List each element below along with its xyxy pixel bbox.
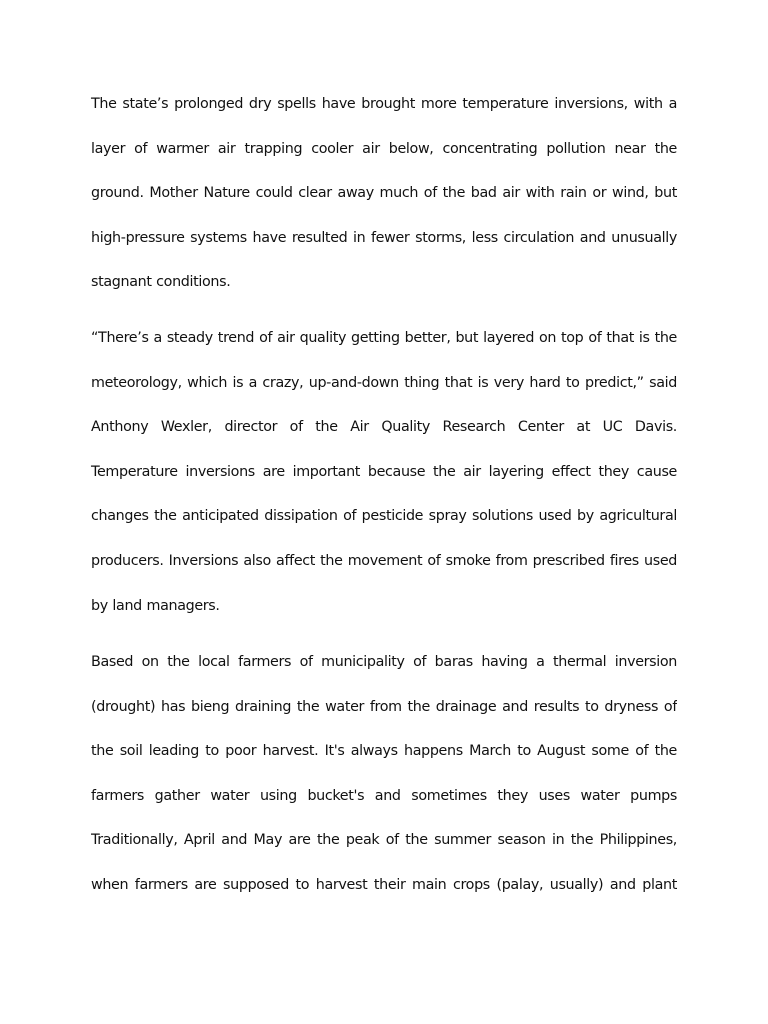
paragraph-wexler-quote: “There’s a steady trend of air quality getting better, but layered on top of that is the meteorology, which is a crazy, up-and-down thing that is very hard to predict,” said Anthony Wexler, director of the Air Quality Research Center at UC Davis. Temperature inversions are important because the air layering effect they cause changes the anticipated dissipation of pesticide spray solutions used by agricultural producers. Inversions also affect the movement of smoke from prescribed fires used by land managers.: [91, 330, 677, 614]
paragraph-baras-farmers: Based on the local farmers of municipality of baras having a thermal inversion (drought) has bieng draining the water from the drainage and results to dryness of the soil leading to poor harvest. It's always happens March to August some of the farmers gather water using bucket's and sometimes they uses water pumps Traditionally, April and May are the peak of the summer season in the Philippines, when farmers are supposed to harvest their main crops (palay, usually) and plant: [91, 654, 677, 893]
paragraph-dry-spells: The state’s prolonged dry spells have brought more temperature inversions, with a layer of warmer air trapping cooler air below, concentrating pollution near the ground. Mother Nature could clear away much of the bad air with rain or wind, but high-pressure systems have resulted in fewer storms, less circulation and unusually stagnant conditions.: [91, 96, 677, 291]
